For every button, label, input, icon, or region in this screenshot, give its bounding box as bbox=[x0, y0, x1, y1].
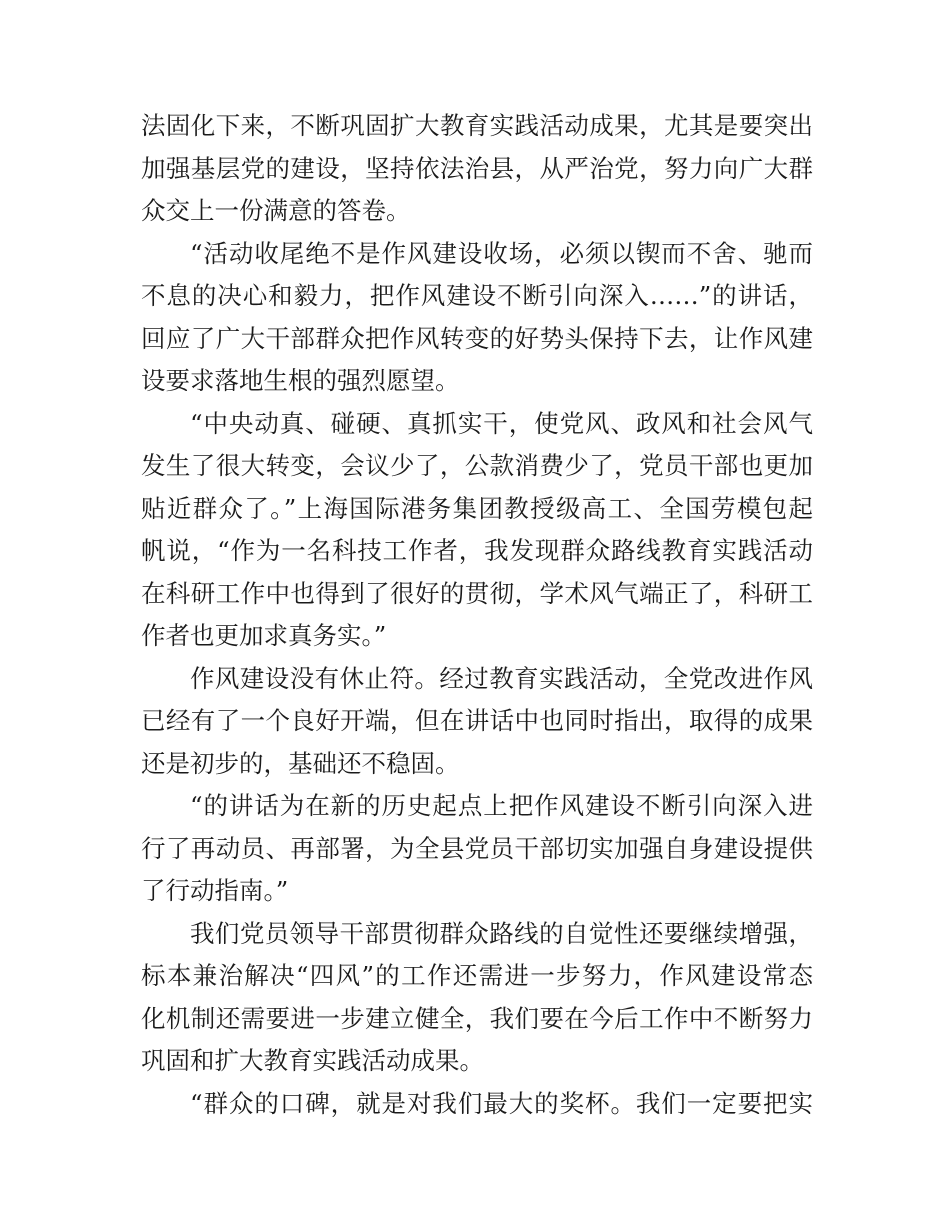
paragraph bbox=[141, 403, 813, 658]
text-line: 我们党员领导干部贯彻群众路线的自觉性还要继续增强， bbox=[190, 918, 813, 948]
text-line: “中央动真、碰硬、真抓实干，使党风、政风和社会风气 bbox=[190, 408, 813, 438]
text-line: 巩固和扩大教育实践活动成果。 bbox=[141, 1046, 484, 1075]
text-line: 贴近群众了。”上海国际港务集团教授级高工、全国劳模包起 bbox=[141, 493, 813, 523]
text-line: 行了再动员、再部署，为全县党员干部切实加强自身建设提供 bbox=[141, 833, 813, 863]
document-page bbox=[141, 105, 813, 1125]
text-line: 加强基层党的建设，坚持依法治县，从严治党，努力向广大群 bbox=[141, 153, 813, 183]
text-line: 还是初步的，基础还不稳固。 bbox=[141, 748, 460, 778]
text-line: “群众的口碑，就是对我们最大的奖杯。我们一定要把实 bbox=[190, 1088, 813, 1118]
text-line: 回应了广大干部群众把作风转变的好势头保持下去，让作风建 bbox=[141, 323, 813, 353]
paragraph bbox=[141, 233, 813, 403]
text-line: 标本兼治解决“四风”的工作还需进一步努力，作风建设常态 bbox=[141, 961, 813, 990]
text-line: 众交上一份满意的答卷。 bbox=[141, 196, 411, 225]
text-line: 化机制还需要进一步建立健全，我们要在今后工作中不断努力 bbox=[141, 1003, 813, 1033]
text-line: 作者也更加求真务实。” bbox=[141, 621, 387, 650]
paragraph bbox=[141, 658, 813, 786]
text-line: 法固化下来，不断巩固扩大教育实践活动成果，尤其是要突出 bbox=[141, 111, 813, 140]
text-line: 已经有了一个良好开端，但在讲话中也同时指出，取得的成果 bbox=[141, 706, 813, 735]
text-line: “活动收尾绝不是作风建设收场，必须以锲而不舍、驰而 bbox=[190, 238, 813, 268]
text-line: 发生了很大转变，会议少了，公款消费少了，党员干部也更加 bbox=[141, 451, 813, 480]
text-line: “的讲话为在新的历史起点上把作风建设不断引向深入进 bbox=[190, 791, 813, 820]
text-line: 作风建设没有休止符。经过教育实践活动，全党改进作风 bbox=[190, 663, 813, 693]
paragraph bbox=[141, 1083, 813, 1126]
paragraph bbox=[141, 785, 813, 913]
text-line: 设要求落地生根的强烈愿望。 bbox=[141, 366, 460, 395]
text-line: 了行动指南。” bbox=[141, 876, 289, 905]
text-line: 不息的决心和毅力，把作风建设不断引向深入……”的讲话， bbox=[141, 281, 813, 310]
text-line: 在科研工作中也得到了很好的贯彻，学术风气端正了，科研工 bbox=[141, 578, 813, 608]
paragraph bbox=[141, 913, 813, 1083]
text-line: 帆说，“作为一名科技工作者，我发现群众路线教育实践活动 bbox=[141, 536, 813, 565]
paragraph bbox=[141, 105, 813, 233]
